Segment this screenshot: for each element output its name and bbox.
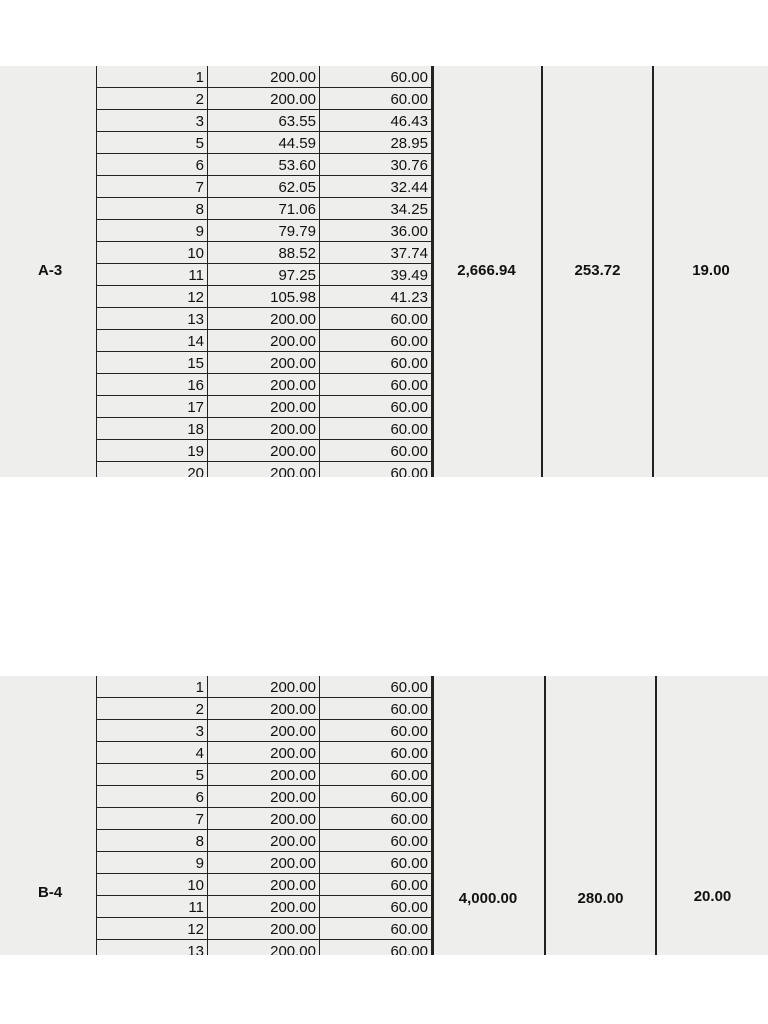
row-value-1: 200.00 — [208, 786, 320, 807]
section-b4 — [0, 676, 768, 955]
row-value-1: 71.06 — [208, 198, 320, 219]
row-value-2: 60.00 — [320, 418, 432, 439]
row-value-1: 200.00 — [208, 418, 320, 439]
row-number: 19 — [97, 440, 208, 461]
table-row — [97, 698, 433, 720]
row-number: 16 — [97, 374, 208, 395]
row-value-1: 88.52 — [208, 242, 320, 263]
row-value-2: 32.44 — [320, 176, 432, 197]
row-value-1: 105.98 — [208, 286, 320, 307]
row-number: 18 — [97, 418, 208, 439]
row-number: 6 — [97, 786, 208, 807]
row-number: 9 — [97, 852, 208, 873]
row-value-1: 53.60 — [208, 154, 320, 175]
row-value-2: 39.49 — [320, 264, 432, 285]
table-row — [97, 440, 433, 462]
row-value-1: 62.05 — [208, 176, 320, 197]
table-row — [97, 198, 433, 220]
row-value-2: 60.00 — [320, 918, 432, 939]
row-value-1: 200.00 — [208, 852, 320, 873]
row-number: 7 — [97, 808, 208, 829]
table-row — [97, 852, 433, 874]
column-divider — [544, 676, 546, 955]
table-row — [97, 396, 433, 418]
row-number: 8 — [97, 830, 208, 851]
row-value-1: 97.25 — [208, 264, 320, 285]
row-value-2: 60.00 — [320, 374, 432, 395]
row-value-2: 60.00 — [320, 940, 432, 955]
row-value-1: 200.00 — [208, 396, 320, 417]
b4-table — [96, 676, 433, 955]
row-number: 5 — [97, 764, 208, 785]
row-number: 1 — [97, 66, 208, 87]
row-number: 2 — [97, 698, 208, 719]
table-row — [97, 418, 433, 440]
table-row — [97, 242, 433, 264]
group-value-2: 253.72 — [574, 262, 621, 279]
a3-table — [96, 66, 433, 477]
row-number: 11 — [97, 896, 208, 917]
table-row — [97, 720, 433, 742]
row-value-2: 60.00 — [320, 742, 432, 763]
row-value-1: 44.59 — [208, 132, 320, 153]
table-row — [97, 286, 433, 308]
table-row — [97, 896, 433, 918]
row-value-2: 60.00 — [320, 698, 432, 719]
row-number: 9 — [97, 220, 208, 241]
row-value-1: 200.00 — [208, 720, 320, 741]
group-total: 2,666.94 — [457, 262, 516, 279]
row-number: 8 — [97, 198, 208, 219]
table-row — [97, 132, 433, 154]
row-value-2: 60.00 — [320, 764, 432, 785]
table-row — [97, 352, 433, 374]
row-value-2: 60.00 — [320, 440, 432, 461]
table-row — [97, 110, 433, 132]
row-value-2: 60.00 — [320, 874, 432, 895]
row-number: 1 — [97, 676, 208, 697]
row-number: 15 — [97, 352, 208, 373]
section-a3 — [0, 66, 768, 477]
row-value-1: 200.00 — [208, 896, 320, 917]
row-value-2: 34.25 — [320, 198, 432, 219]
row-value-1: 200.00 — [208, 66, 320, 87]
row-value-2: 60.00 — [320, 852, 432, 873]
table-row — [97, 154, 433, 176]
column-divider — [432, 676, 434, 955]
table-row — [97, 462, 433, 477]
row-number: 6 — [97, 154, 208, 175]
row-number: 3 — [97, 110, 208, 131]
table-row — [97, 308, 433, 330]
group-label: B-4 — [38, 884, 63, 901]
column-divider — [655, 676, 657, 955]
row-number: 7 — [97, 176, 208, 197]
row-value-2: 28.95 — [320, 132, 432, 153]
row-value-2: 60.00 — [320, 808, 432, 829]
table-row — [97, 676, 433, 698]
row-value-1: 200.00 — [208, 874, 320, 895]
table-row — [97, 374, 433, 396]
row-number: 13 — [97, 308, 208, 329]
table-row — [97, 786, 433, 808]
row-number: 12 — [97, 286, 208, 307]
row-number: 14 — [97, 330, 208, 351]
row-number: 10 — [97, 874, 208, 895]
row-value-2: 60.00 — [320, 676, 432, 697]
row-value-2: 60.00 — [320, 720, 432, 741]
row-value-1: 200.00 — [208, 462, 320, 477]
row-value-2: 60.00 — [320, 352, 432, 373]
group-label: A-3 — [38, 262, 63, 279]
group-value-3: 20.00 — [693, 888, 732, 905]
row-value-1: 200.00 — [208, 352, 320, 373]
group-value-3: 19.00 — [692, 262, 730, 279]
table-row — [97, 940, 433, 955]
row-value-2: 60.00 — [320, 330, 432, 351]
row-value-1: 200.00 — [208, 918, 320, 939]
row-number: 11 — [97, 264, 208, 285]
row-value-1: 200.00 — [208, 374, 320, 395]
row-number: 13 — [97, 940, 208, 955]
row-value-1: 200.00 — [208, 940, 320, 955]
row-value-2: 60.00 — [320, 462, 432, 477]
row-value-2: 60.00 — [320, 830, 432, 851]
group-total: 4,000.00 — [458, 890, 518, 907]
table-row — [97, 918, 433, 940]
row-value-1: 200.00 — [208, 330, 320, 351]
table-row — [97, 66, 433, 88]
row-value-1: 200.00 — [208, 808, 320, 829]
row-value-1: 200.00 — [208, 764, 320, 785]
row-number: 10 — [97, 242, 208, 263]
row-value-2: 60.00 — [320, 896, 432, 917]
row-value-1: 200.00 — [208, 830, 320, 851]
row-value-2: 60.00 — [320, 396, 432, 417]
group-value-2: 280.00 — [577, 890, 624, 907]
row-value-2: 60.00 — [320, 66, 432, 87]
table-row — [97, 220, 433, 242]
row-number: 2 — [97, 88, 208, 109]
table-row — [97, 874, 433, 896]
row-value-1: 200.00 — [208, 440, 320, 461]
row-value-2: 36.00 — [320, 220, 432, 241]
table-row — [97, 176, 433, 198]
table-row — [97, 764, 433, 786]
row-value-1: 200.00 — [208, 742, 320, 763]
table-row — [97, 264, 433, 286]
row-number: 17 — [97, 396, 208, 417]
row-value-2: 37.74 — [320, 242, 432, 263]
row-value-1: 63.55 — [208, 110, 320, 131]
table-row — [97, 830, 433, 852]
row-number: 5 — [97, 132, 208, 153]
row-value-1: 200.00 — [208, 88, 320, 109]
table-row — [97, 330, 433, 352]
row-value-2: 30.76 — [320, 154, 432, 175]
row-number: 12 — [97, 918, 208, 939]
row-number: 3 — [97, 720, 208, 741]
row-value-2: 60.00 — [320, 88, 432, 109]
row-value-1: 200.00 — [208, 676, 320, 697]
table-row — [97, 88, 433, 110]
row-value-1: 200.00 — [208, 308, 320, 329]
row-value-1: 200.00 — [208, 698, 320, 719]
row-number: 20 — [97, 462, 208, 477]
table-row — [97, 808, 433, 830]
row-value-2: 60.00 — [320, 308, 432, 329]
table-row — [97, 742, 433, 764]
row-value-1: 79.79 — [208, 220, 320, 241]
row-value-2: 41.23 — [320, 286, 432, 307]
row-value-2: 60.00 — [320, 786, 432, 807]
row-number: 4 — [97, 742, 208, 763]
row-value-2: 46.43 — [320, 110, 432, 131]
